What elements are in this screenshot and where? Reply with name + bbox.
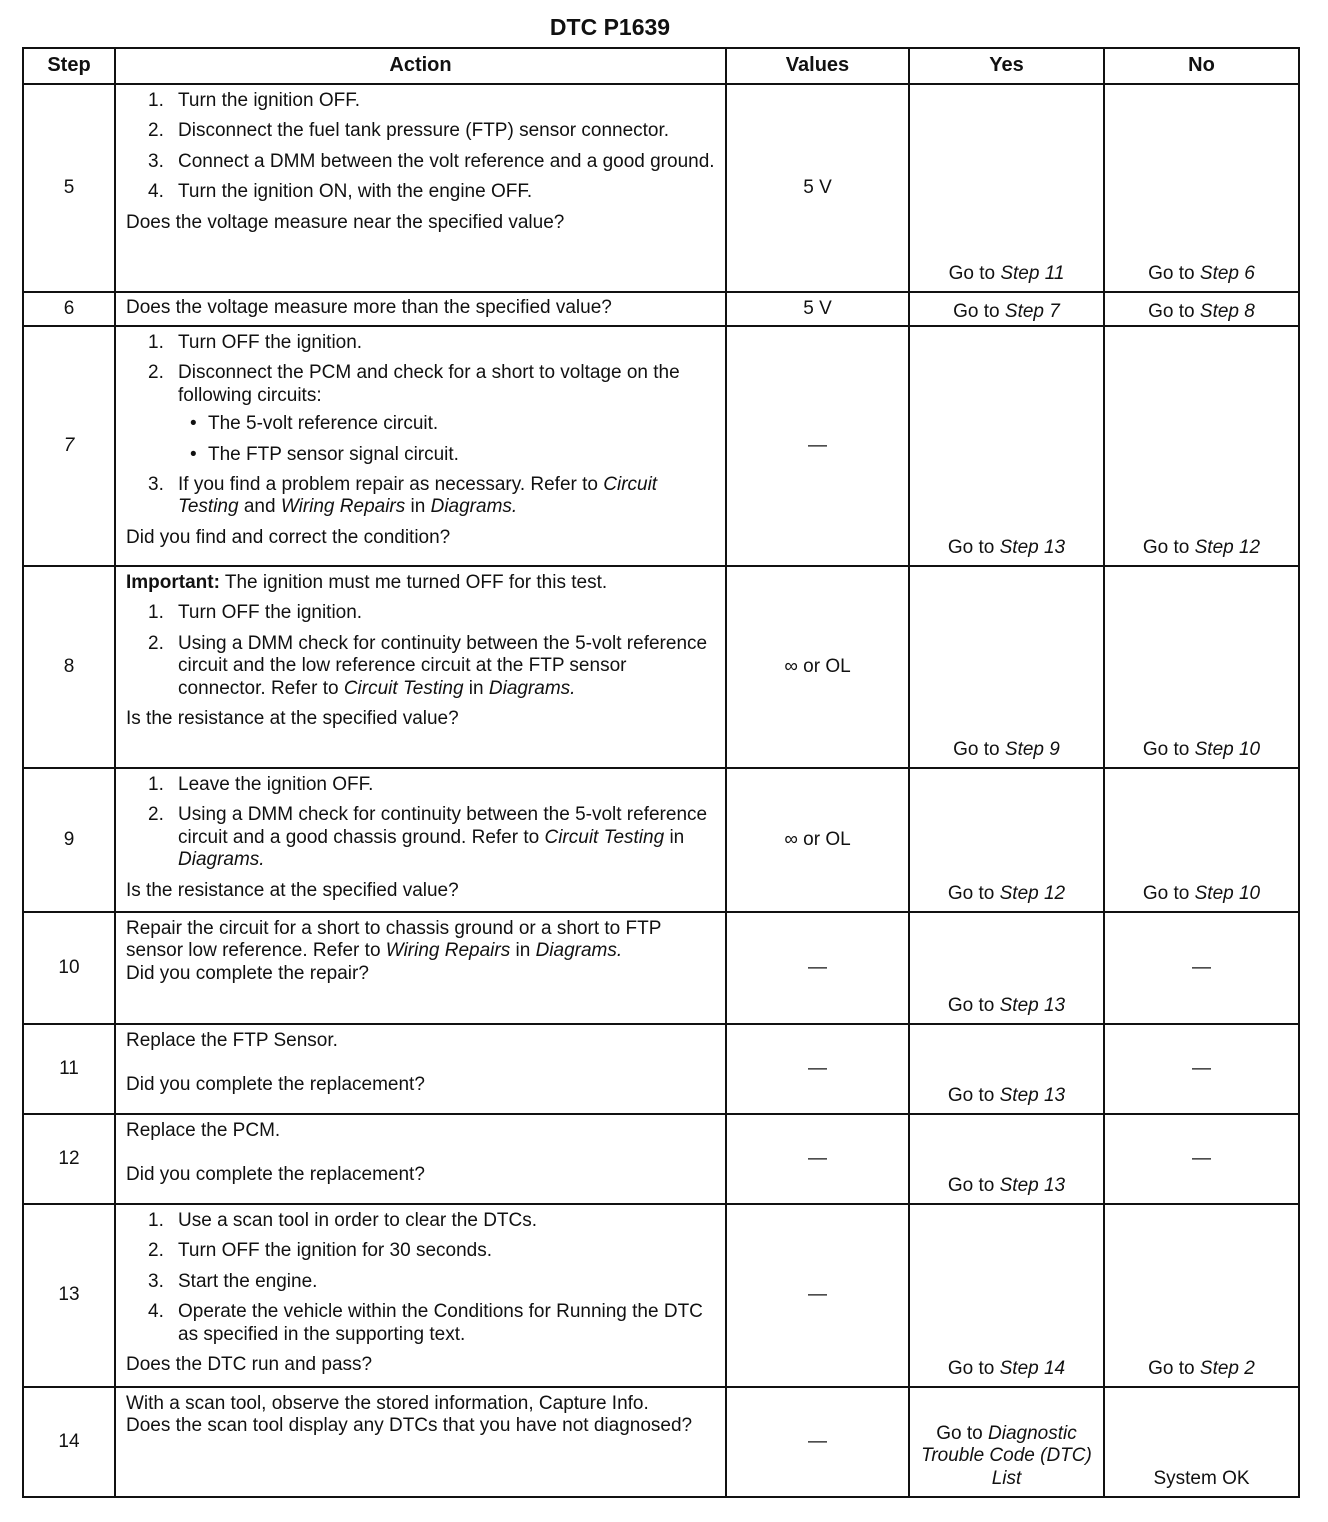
no-cell: Go to Step 10 xyxy=(1104,768,1299,912)
action-cell xyxy=(115,292,726,326)
yes-cell: Go to Step 7 xyxy=(909,292,1104,326)
yes-cell: Go to Step 13 xyxy=(909,326,1104,566)
action-cell xyxy=(115,326,726,566)
value-cell: — xyxy=(726,912,909,1024)
diagnostic-table xyxy=(22,47,1300,1498)
bullet-item: • The 5-volt reference circuit. xyxy=(178,413,719,435)
table-row-step-14 xyxy=(23,1387,1299,1497)
value-cell: — xyxy=(726,1024,909,1114)
action-question: Is the resistance at the specified value? xyxy=(126,879,459,901)
action-cell xyxy=(115,1114,726,1204)
no-cell: Go to Step 10 xyxy=(1104,566,1299,768)
action-cell xyxy=(115,1024,726,1114)
header-action: Action xyxy=(115,48,726,84)
action-text: Replace the PCM. xyxy=(126,1120,281,1141)
yes-cell: Go to Step 12 xyxy=(909,768,1104,912)
step-number: 5 xyxy=(23,84,115,292)
action-cell xyxy=(115,1204,726,1387)
action-item: 2. Using a DMM check for continuity between the 5-volt reference circuit and a good chassis ground. Refer to Circuit Testing in Diagrams. xyxy=(148,804,708,871)
action-item: 1. Use a scan tool in order to clear the DTCs. xyxy=(148,1210,538,1231)
no-cell: Go to Step 6 xyxy=(1104,84,1299,292)
no-cell: — xyxy=(1104,1024,1299,1114)
action-cell xyxy=(115,768,726,912)
step-number: 6 xyxy=(23,292,115,326)
no-cell: System OK xyxy=(1104,1387,1299,1497)
page-title: DTC P1639 xyxy=(549,14,671,40)
bullet-item: • The FTP sensor signal circuit. xyxy=(178,444,719,466)
step-number: 11 xyxy=(23,1024,115,1114)
yes-cell: Go to Step 14 xyxy=(909,1204,1104,1387)
action-question: Did you complete the replacement? xyxy=(126,1074,425,1096)
action-item: 1. Turn the ignition OFF. xyxy=(148,90,360,111)
action-item: 1. Leave the ignition OFF. xyxy=(148,774,374,795)
action-cell xyxy=(115,912,726,1024)
action-item: 1. Turn OFF the ignition. xyxy=(148,602,363,624)
action-text: With a scan tool, observe the stored information, Capture Info. xyxy=(126,1393,649,1414)
no-cell: — xyxy=(1104,912,1299,1024)
no-cell: Go to Step 2 xyxy=(1104,1204,1299,1387)
action-question: Did you find and correct the condition? xyxy=(126,526,451,548)
step-number: 8 xyxy=(23,566,115,768)
action-item: 3. Connect a DMM between the volt reference and a good ground. xyxy=(148,150,715,172)
step-number: 12 xyxy=(23,1114,115,1204)
action-question: Does the voltage measure near the specified value? xyxy=(126,211,565,233)
value-cell: ∞ or OL xyxy=(726,768,909,912)
yes-cell: Go to Step 9 xyxy=(909,566,1104,768)
table-row-step-13 xyxy=(23,1204,1299,1387)
action-cell xyxy=(115,84,726,292)
step-number: 7 xyxy=(23,326,115,566)
step-number: 13 xyxy=(23,1204,115,1387)
yes-cell: Go to Step 13 xyxy=(909,1114,1104,1204)
action-text: Repair the circuit for a short to chassis ground or a short to FTP sensor low reference. Refer to Wiring Repairs in Diagrams. xyxy=(126,918,662,962)
value-cell: 5 V xyxy=(726,292,909,326)
no-cell: Go to Step 8 xyxy=(1104,292,1299,326)
action-text: Replace the FTP Sensor. xyxy=(126,1030,338,1051)
action-item: 1. Turn OFF the ignition. xyxy=(148,332,363,353)
yes-cell: Go to Step 13 xyxy=(909,912,1104,1024)
header-no: No xyxy=(1104,48,1299,84)
action-item: 2. Disconnect the fuel tank pressure (FTP) sensor connector. xyxy=(148,120,670,142)
table-row-step-8 xyxy=(23,566,1299,768)
table-row-step-6 xyxy=(23,292,1299,326)
yes-cell: Go to Diagnostic Trouble Code (DTC) List xyxy=(909,1387,1104,1497)
value-cell: — xyxy=(726,1114,909,1204)
no-cell: — xyxy=(1104,1114,1299,1204)
action-item: 2. Using a DMM check for continuity between the 5-volt reference circuit and the low reference circuit at the FTP sensor connector. Refer to Circuit Testing in Diagrams. xyxy=(148,632,708,699)
no-cell: Go to Step 12 xyxy=(1104,326,1299,566)
action-question: Does the scan tool display any DTCs that you have not diagnosed? xyxy=(126,1415,693,1437)
table-row-step-11 xyxy=(23,1024,1299,1114)
yes-cell: Go to Step 11 xyxy=(909,84,1104,292)
yes-cell: Go to Step 13 xyxy=(909,1024,1104,1114)
table-header-row xyxy=(23,48,1299,84)
step-number: 10 xyxy=(23,912,115,1024)
table-row-step-5 xyxy=(23,84,1299,292)
value-cell: — xyxy=(726,1387,909,1497)
header-yes: Yes xyxy=(909,48,1104,84)
value-cell: — xyxy=(726,1204,909,1387)
action-item: 3. Start the engine. xyxy=(148,1270,318,1292)
header-step: Step xyxy=(23,48,115,84)
action-question: Did you complete the replacement? xyxy=(126,1164,425,1186)
action-item: 2. Disconnect the PCM and check for a short to voltage on the following circuits: • The 5-volt reference circuit. • The FTP sensor signal circuit. xyxy=(126,362,719,466)
action-item: 4. Operate the vehicle within the Conditions for Running the DTC as specified in the supporting text. xyxy=(148,1301,703,1345)
value-cell: ∞ or OL xyxy=(726,566,909,768)
action-cell xyxy=(115,566,726,768)
header-values: Values xyxy=(726,48,909,84)
value-cell: — xyxy=(726,326,909,566)
step-number: 9 xyxy=(23,768,115,912)
action-question: Is the resistance at the specified value? xyxy=(126,708,459,730)
action-question: Does the DTC run and pass? xyxy=(126,1354,373,1376)
table-row-step-12 xyxy=(23,1114,1299,1204)
table-row-step-9 xyxy=(23,768,1299,912)
value-cell: 5 V xyxy=(726,84,909,292)
action-cell xyxy=(115,1387,726,1497)
action-question: Does the voltage measure more than the specified value? xyxy=(126,297,612,318)
action-item: 3. If you find a problem repair as necessary. Refer to Circuit Testing and Wiring Repairs in Diagrams. xyxy=(148,474,658,518)
table-row-step-10 xyxy=(23,912,1299,1024)
step-number: 14 xyxy=(23,1387,115,1497)
table-row-step-7 xyxy=(23,326,1299,566)
action-item: 4. Turn the ignition ON, with the engine OFF. xyxy=(148,181,533,203)
action-question: Did you complete the repair? xyxy=(126,962,369,984)
important-note: Important: The ignition must me turned OFF for this test. xyxy=(126,572,608,593)
action-item: 2. Turn OFF the ignition for 30 seconds. xyxy=(148,1240,493,1262)
